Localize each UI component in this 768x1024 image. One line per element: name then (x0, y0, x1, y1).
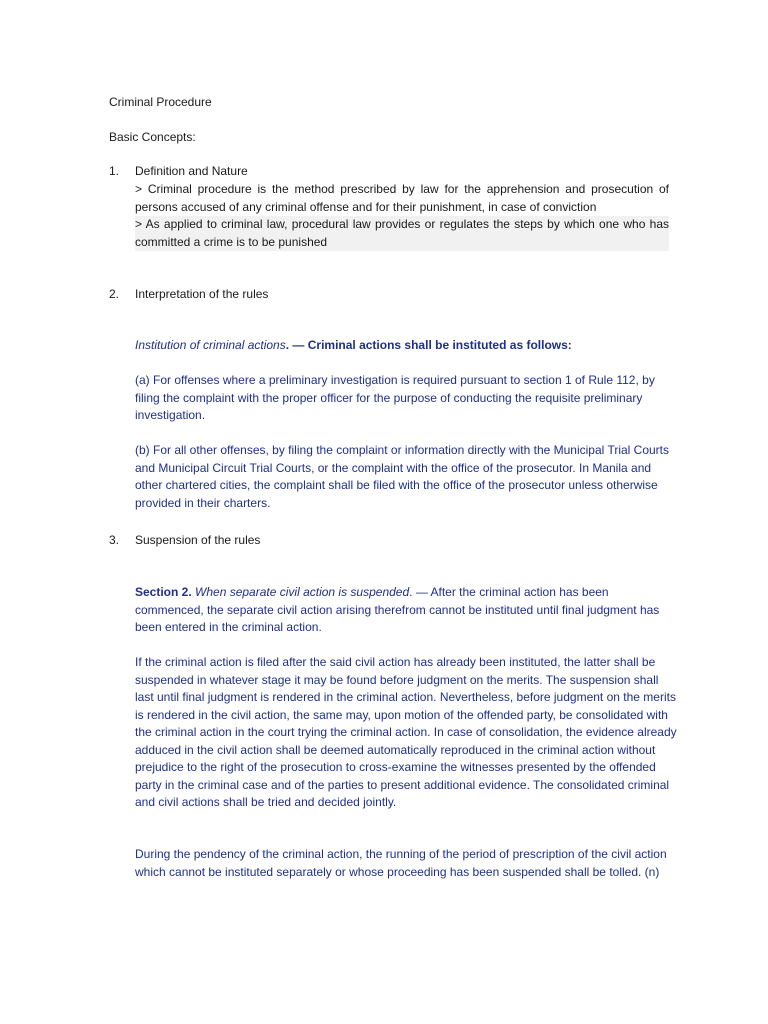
bullet-procedural-law: > As applied to criminal law, procedural law provides or regulates the steps by which one who has committed a crime is to be punished (135, 216, 669, 251)
paragraph-b: (b) For all other offenses, by filing the complaint or information directly with the Municipal Trial Courts and Municipal Circuit Trial Courts, or the complaint with the office of the prosecutor. In Manila and other chartered cities, the complaint shall be filed with the office of the prosecutor unless otherwise provided in their charters. (135, 443, 670, 510)
document-title: Criminal Procedure (109, 95, 212, 109)
list-number: 2. (109, 287, 120, 301)
section2-heading (135, 584, 680, 637)
institution-title-rest: . — Criminal actions shall be instituted as follows: (285, 338, 572, 352)
paragraph-a: (a) For offenses where a preliminary investigation is required pursuant to section 1 of Rule 112, by filing the complaint with the proper officer for the purpose of conducting the requisite preliminary investigation. (135, 373, 655, 422)
section-heading: Basic Concepts: (109, 130, 196, 144)
paragraph-consolidation: If the criminal action is filed after the said civil action has already been instituted, the latter shall be suspended in whatever stage it may be found before judgment on the merits. The suspension shall last until final judgment is rendered in the criminal action. Nevertheless, before judgment on the merits is rendered in the civil action, the same may, upon motion of the offended party, be consolidated with the criminal action in the court trying the criminal action. In case of consolidation, the evidence already adduced in the civil action shall be deemed automatically reproduced in the criminal action without prejudice to the right of the prosecution to cross-examine the witnesses presented by the offended party in the criminal case and of the parties to present additional evidence. The consolidated criminal and civil actions shall be tried and decided jointly. (135, 655, 677, 809)
section2-label: Section 2. (135, 585, 192, 599)
institution-heading (135, 337, 680, 355)
definition-bullets (135, 181, 669, 251)
item-heading-definition: Definition and Nature (135, 164, 248, 178)
list-number: 1. (109, 164, 120, 178)
list-number: 3. (109, 533, 120, 547)
section2-title: When separate civil action is suspended (195, 585, 410, 599)
section2-title-rest: . — After the criminal action has been commenced, the separate civil action arising therefrom cannot be instituted until final judgment has been entered in the criminal action. (135, 585, 660, 634)
item-heading-suspension: Suspension of the rules (135, 533, 261, 547)
bullet-criminal-procedure: > Criminal procedure is the method prescribed by law for the apprehension and prosecution of persons accused of any criminal offense and for their punishment, in case of conviction (135, 182, 669, 214)
institution-title: Institution of criminal actions (135, 338, 286, 352)
paragraph-prescription: During the pendency of the criminal action, the running of the period of prescription of the civil action which cannot be instituted separately or whose proceeding has been suspended shall be tolled. (n) (135, 847, 667, 879)
item-heading-interpretation: Interpretation of the rules (135, 287, 269, 301)
